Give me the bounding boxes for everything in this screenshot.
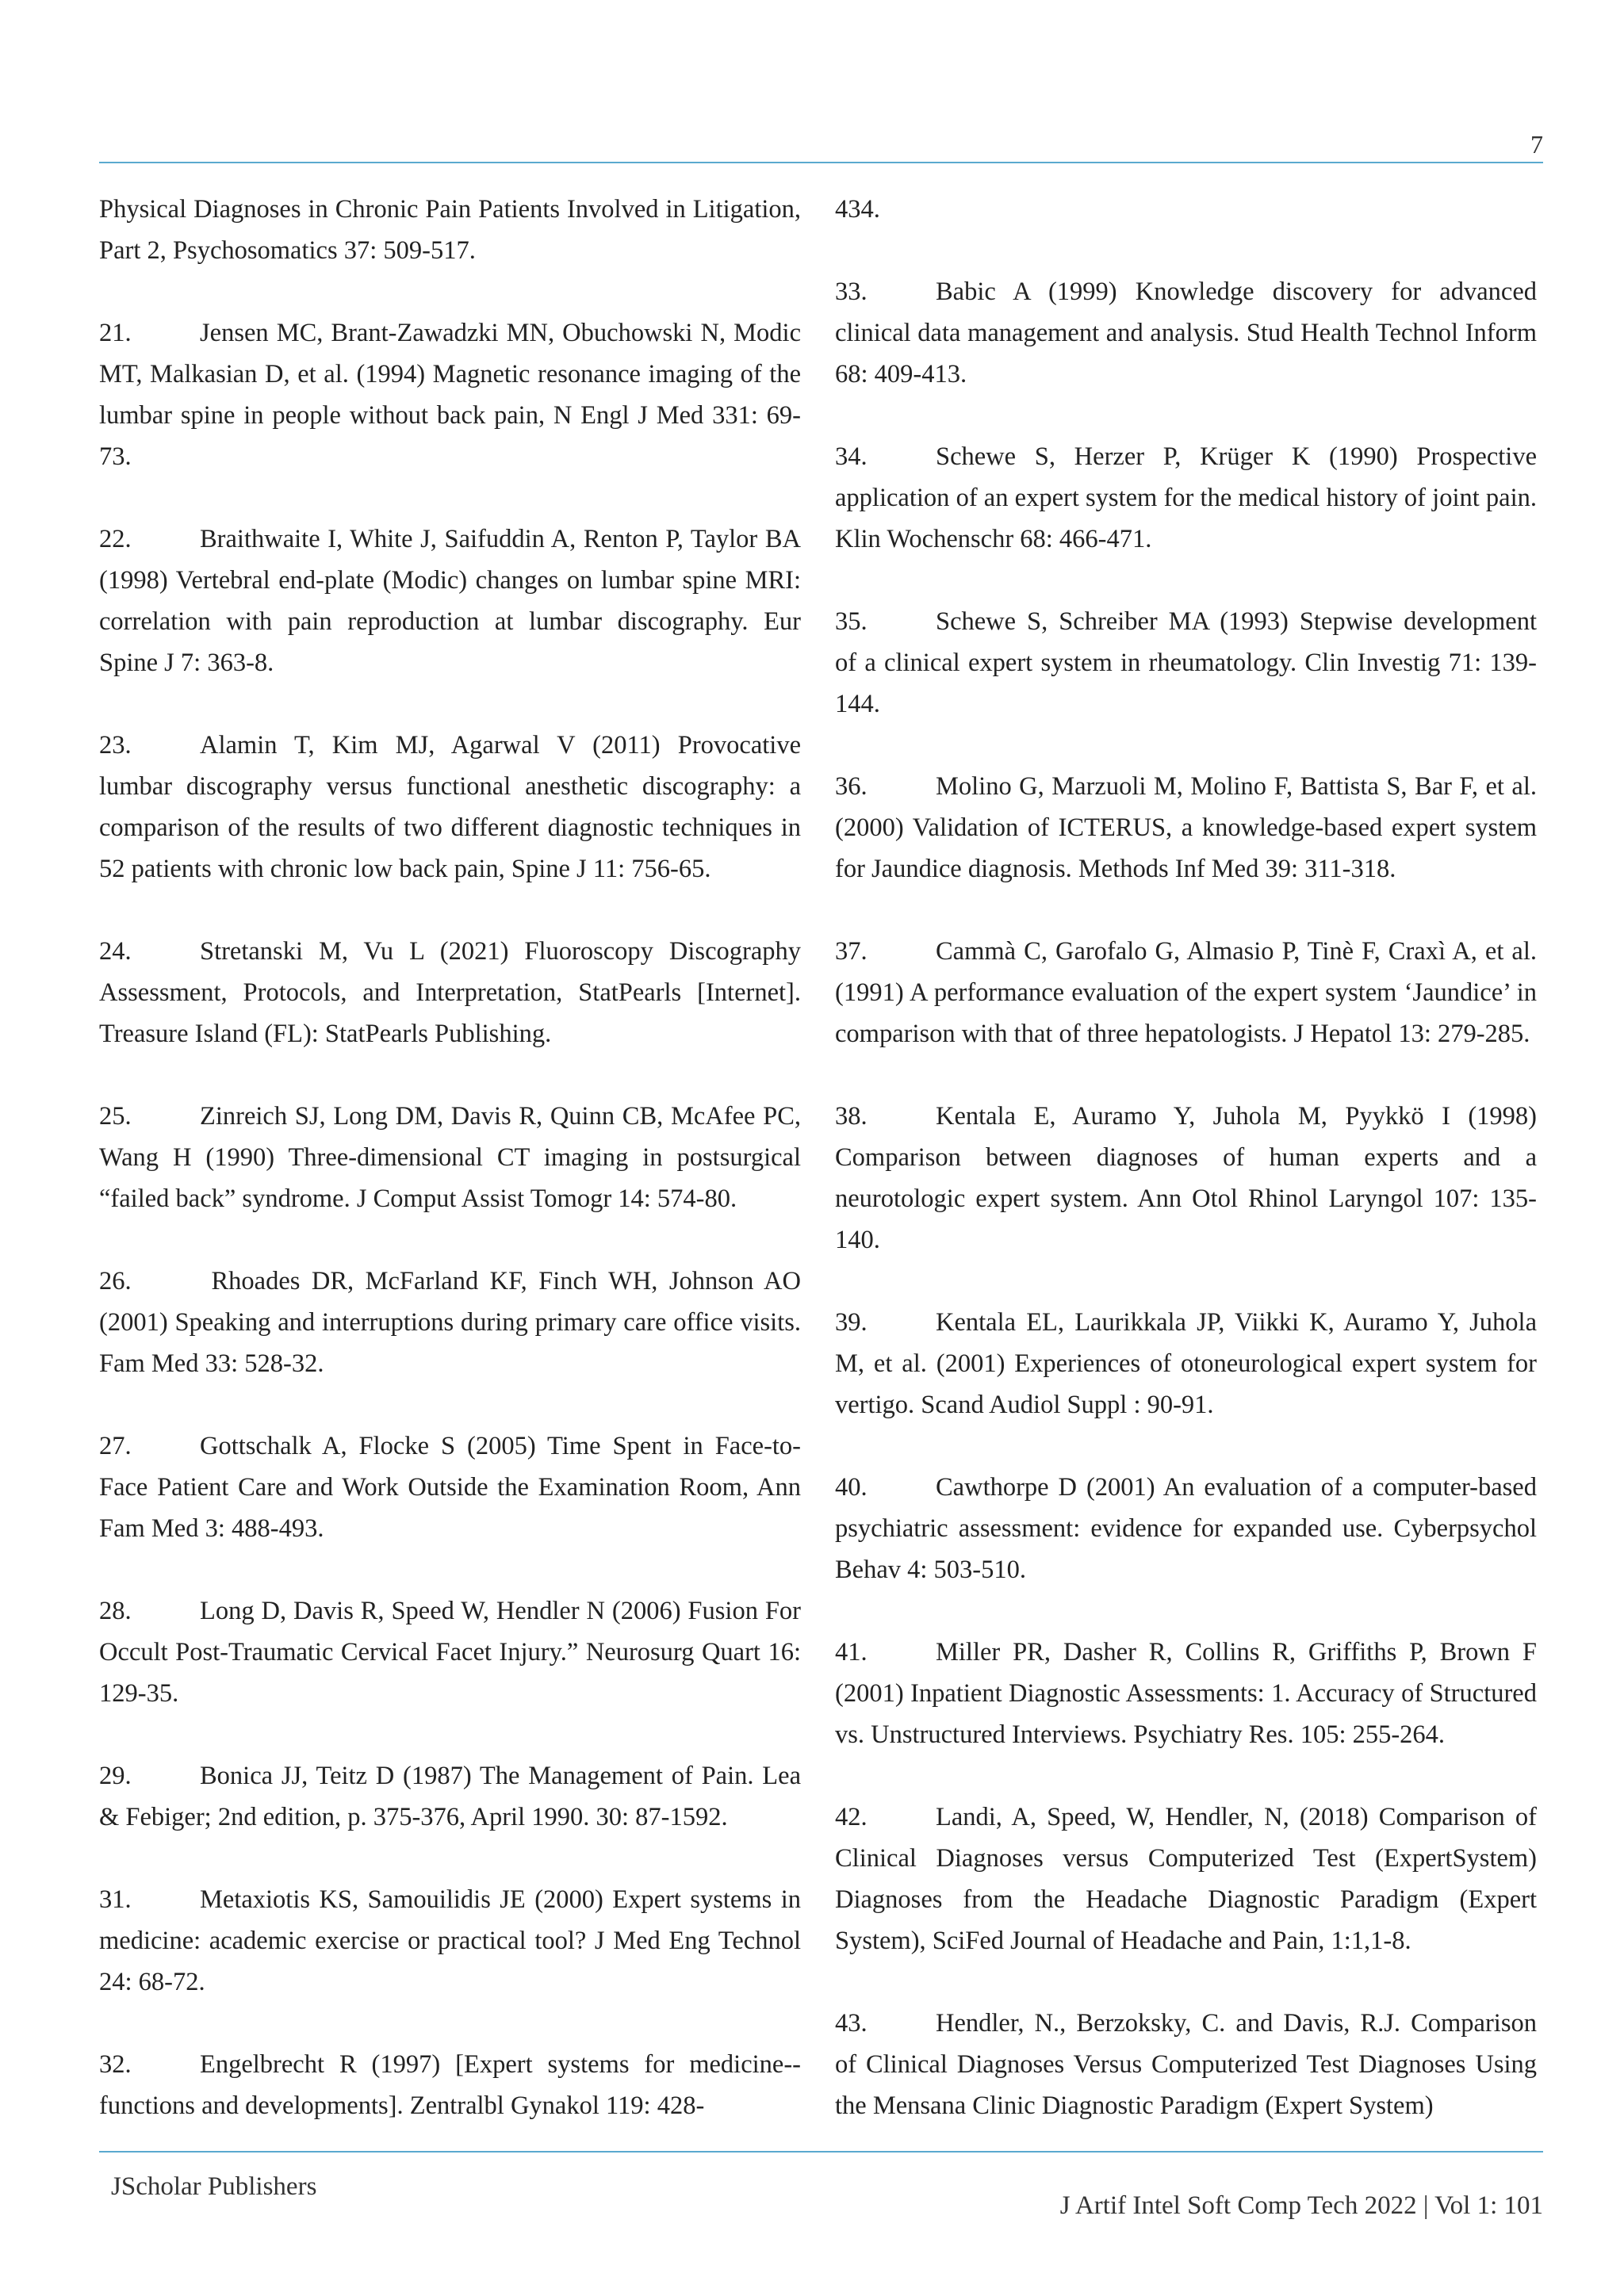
reference-number: 22. <box>99 525 132 553</box>
reference-entry <box>835 1096 1537 1261</box>
reference-text: Jensen MC, Brant-Zawadzki MN, Obuchowski N, Modic MT, Malkasian D, et al. (1994) Magnetic resonance imaging of the lumbar spine in people without back pain, N Engl J Med 331: 69-73. <box>99 319 801 471</box>
reference-number: 35. <box>835 607 868 636</box>
reference-entry <box>835 271 1537 395</box>
reference-number: 21. <box>99 319 132 347</box>
reference-number: 34. <box>835 442 868 471</box>
reference-number: 31. <box>99 1885 132 1914</box>
reference-entry <box>835 1797 1537 1961</box>
reference-text: Bonica JJ, Teitz D (1987) The Management of Pain. Lea & Febiger; 2nd edition, p. 375-376, April 1990. 30: 87-1592. <box>99 1762 801 1831</box>
reference-number: 43. <box>835 2009 868 2038</box>
reference-text: Rhoades DR, McFarland KF, Finch WH, Johnson AO (2001) Speaking and interruptions during primary care office visits. Fam Med 33: 528-32. <box>99 1267 801 1378</box>
reference-text: Gottschalk A, Flocke S (2005) Time Spent in Face-to-Face Patient Care and Work Outside the Examination Room, Ann Fam Med 3: 488-493. <box>99 1432 801 1543</box>
reference-number: 28. <box>99 1597 132 1625</box>
reference-entry <box>99 519 801 683</box>
reference-text: Kentala E, Auramo Y, Juhola M, Pyykkö I (1998) Comparison between diagnoses of human experts and a neurotologic expert system. Ann Otol Rhinol Laryngol 107: 135-140. <box>835 1102 1537 1254</box>
reference-entry <box>835 766 1537 890</box>
header-rule <box>99 162 1543 163</box>
reference-entry <box>99 1096 801 1219</box>
reference-entry <box>99 725 801 890</box>
reference-number: 33. <box>835 277 868 306</box>
reference-text: Schewe S, Schreiber MA (1993) Stepwise development of a clinical expert system in rheumatology. Clin Investig 71: 139- 144. <box>835 607 1537 718</box>
reference-text: Cammà C, Garofalo G, Almasio P, Tinè F, Craxì A, et al. (1991) A performance evaluation of the expert system ‘Jaundice’ in comparison with that of three hepatologists. J Hepatol 13: 279-285. <box>835 937 1537 1048</box>
reference-number: 32. <box>99 2050 132 2079</box>
reference-text: Cawthorpe D (2001) An evaluation of a computer-based psychiatric assessment: evidence for expanded use. Cyberpsychol Behav 4: 503-510. <box>835 1473 1537 1584</box>
reference-entry <box>99 312 801 477</box>
reference-entry <box>835 1467 1537 1590</box>
publisher-name: JScholar Publishers <box>111 2172 317 2201</box>
reference-entry <box>99 2044 801 2126</box>
reference-text: Metaxiotis KS, Samouilidis JE (2000) Expert systems in medicine: academic exercise or practical tool? J Med Eng Technol 24: 68-72. <box>99 1885 801 1996</box>
reference-text: Babic A (1999) Knowledge discovery for advanced clinical data management and analysis. Stud Health Technol Inform 68: 409-413. <box>835 277 1537 388</box>
reference-text: Long D, Davis R, Speed W, Hendler N (2006) Fusion For Occult Post-Traumatic Cervical Facet Injury.” Neurosurg Quart 16: 129-35. <box>99 1597 801 1708</box>
reference-number: 39. <box>835 1308 868 1337</box>
reference-text: Engelbrecht R (1997) [Expert systems for medicine--functions and developments]. Zentralbl Gynakol 119: 428- <box>99 2050 801 2120</box>
reference-text: Stretanski M, Vu L (2021) Fluoroscopy Discography Assessment, Protocols, and Interpretation, StatPearls [Internet]. Treasure Island (FL): StatPearls Publishing. <box>99 937 801 1048</box>
reference-text: Molino G, Marzuoli M, Molino F, Battista S, Bar F, et al. (2000) Validation of ICTERUS, a knowledge-based expert system for Jaundice diagnosis. Methods Inf Med 39: 311-318. <box>835 772 1537 883</box>
reference-entry <box>835 1302 1537 1425</box>
references-right-column <box>835 189 1537 2131</box>
reference-entry <box>99 1261 801 1384</box>
reference-list-right <box>835 271 1537 2126</box>
reference-text: Miller PR, Dasher R, Collins R, Griffiths P, Brown F (2001) Inpatient Diagnostic Assessments: 1. Accuracy of Structured vs. Unstructured Interviews. Psychiatry Res. 105: 255-264. <box>835 1638 1537 1749</box>
reference-number: 42. <box>835 1803 868 1831</box>
reference-entry <box>99 1879 801 2003</box>
reference-text: Alamin T, Kim MJ, Agarwal V (2011) Provocative lumbar discography versus functional anesthetic discography: a comparison of the results of two different diagnostic techniques in 52 patients with chronic low back pain, Spine J 11: 756-65. <box>99 731 801 883</box>
reference-number: 41. <box>835 1638 868 1667</box>
reference-entry <box>835 436 1537 560</box>
reference-number: 29. <box>99 1762 132 1790</box>
reference-entry <box>99 1425 801 1549</box>
reference-number: 37. <box>835 937 868 966</box>
reference-number: 25. <box>99 1102 132 1131</box>
reference-number: 26. <box>99 1267 132 1295</box>
reference-text: Landi, A, Speed, W, Hendler, N, (2018) Comparison of Clinical Diagnoses versus Computerized Test (ExpertSystem) Diagnoses from the Headache Diagnostic Paradigm (Expert System), SciFed Journal of Headache and Pain, 1:1,1-8. <box>835 1803 1537 1955</box>
journal-citation: J Artif Intel Soft Comp Tech 2022 | Vol 1: 101 <box>1059 2191 1543 2220</box>
reference-number: 38. <box>835 1102 868 1131</box>
reference-number: 27. <box>99 1432 132 1460</box>
reference-number: 40. <box>835 1473 868 1502</box>
page-number: 7 <box>1530 130 1543 159</box>
reference-continuation: 434. <box>835 195 880 224</box>
reference-entry <box>835 931 1537 1054</box>
reference-entry <box>835 601 1537 725</box>
reference-text: Kentala EL, Laurikkala JP, Viikki K, Auramo Y, Juhola M, et al. (2001) Experiences of otoneurological expert system for vertigo. Scand Audiol Suppl : 90-91. <box>835 1308 1537 1419</box>
references-left-column <box>99 189 801 2131</box>
reference-entry <box>99 1590 801 1714</box>
reference-number: 36. <box>835 772 868 801</box>
reference-number: 23. <box>99 731 132 760</box>
reference-text: Schewe S, Herzer P, Krüger K (1990) Prospective application of an expert system for the medical history of joint pain. Klin Wochenschr 68: 466-471. <box>835 442 1537 553</box>
footer-rule <box>99 2151 1543 2152</box>
reference-continuation: Physical Diagnoses in Chronic Pain Patients Involved in Litigation, Part 2, Psychosomatics 37: 509-517. <box>99 195 801 265</box>
reference-text: Zinreich SJ, Long DM, Davis R, Quinn CB, McAfee PC, Wang H (1990) Three-dimensional CT imaging in postsurgical “failed back” syndrome. J Comput Assist Tomogr 14: 574-80. <box>99 1102 801 1213</box>
reference-text: Hendler, N., Berzoksky, C. and Davis, R.J. Comparison of Clinical Diagnoses Versus Computerized Test Diagnoses Using the Mensana Clinic Diagnostic Paradigm (Expert System) <box>835 2009 1537 2120</box>
reference-number: 24. <box>99 937 132 966</box>
reference-entry <box>835 1632 1537 1755</box>
reference-list-left <box>99 312 801 2126</box>
reference-entry <box>99 1755 801 1838</box>
reference-entry <box>99 931 801 1054</box>
reference-entry <box>835 2003 1537 2126</box>
reference-text: Braithwaite I, White J, Saifuddin A, Renton P, Taylor BA (1998) Vertebral end-plate (Modic) changes on lumbar spine MRI: correlation with pain reproduction at lumbar discography. Eur Spine J 7: 363-8. <box>99 525 801 677</box>
